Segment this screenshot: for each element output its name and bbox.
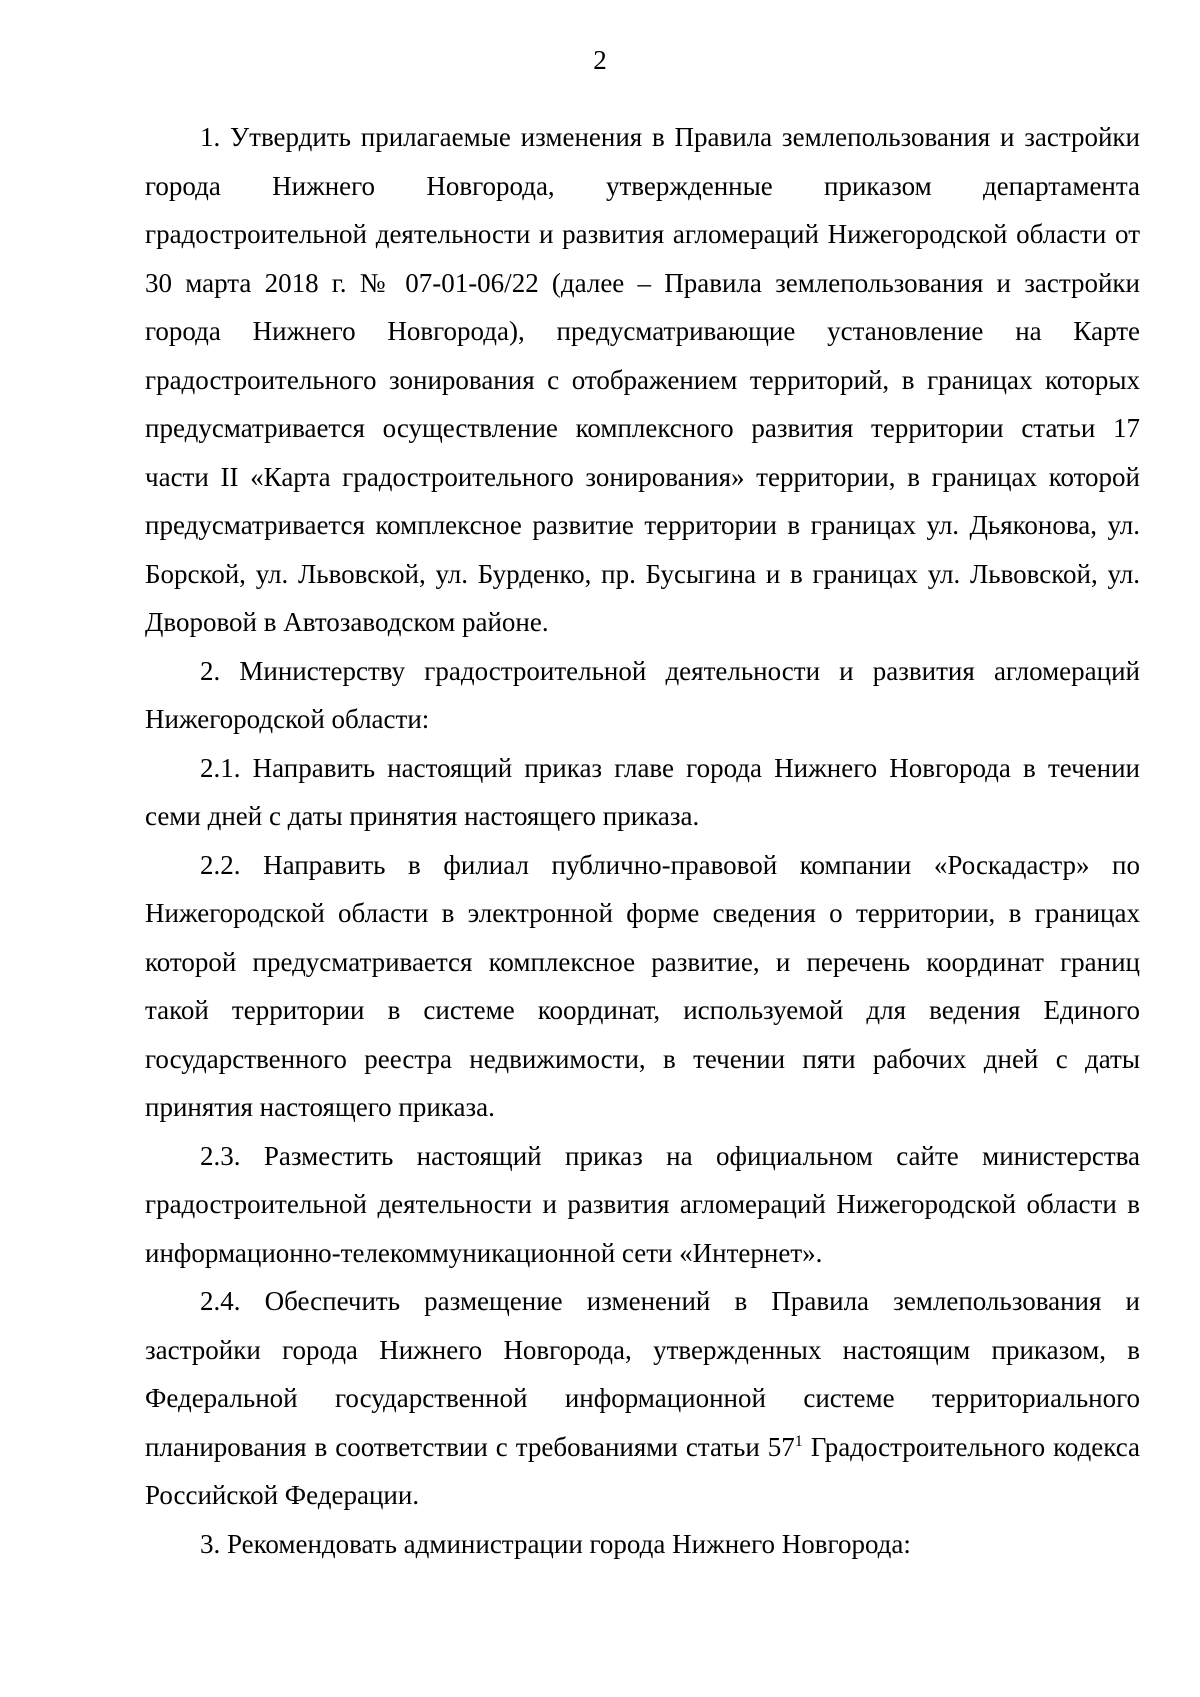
article-superscript: 1 xyxy=(794,1432,803,1450)
paragraph-2-4 xyxy=(145,1277,1140,1520)
paragraph-2-3: 2.3. Разместить настоящий приказ на официальном сайте министерства градостроительной деятельности и развития агломераций Нижегородской области в информационно-телекоммуникационной сети «Интернет». xyxy=(145,1140,1140,1268)
paragraph-2-4-text-before: 2.4. Обеспечить размещение изменений в Правила землепользования и застройки города Нижнего Новгорода, утвержденных настоящим приказом, в Федеральной государственной информационной системе территориального планирования в соответствии с требованиями статьи 57 xyxy=(145,1286,1140,1462)
paragraph-2-1: 2.1. Направить настоящий приказ главе города Нижнего Новгорода в течении семи дней с даты принятия настоящего приказа. xyxy=(145,752,1140,831)
paragraph-1: 1. Утвердить прилагаемые изменения в Правила землепользования и застройки города Нижнего Новгорода, утвержденные приказом департамента градостроительной деятельности и развития агломераций Нижегородской области от 30 марта 2018 г. № 07-01-06/22 (далее – Правила землепользования и застройки города Нижнего Новгорода), предусматривающие установление на Карте градостроительного зонирования с отображением территорий, в границах которых предусматривается осуществление комплексного развития территории статьи 17 части II «Карта градостроительного зонирования» территории, в границах которой предусматривается комплексное развитие территории в границах ул. Дьяконова, ул. Борской, ул. Львовской, ул. Бурденко, пр. Бусыгина и в границах ул. Львовской, ул. Дворовой в Автозаводском районе. xyxy=(145,122,1140,637)
page-number: 2 xyxy=(593,45,607,75)
paragraph-2-4-text-after: Градостроительного кодекса Российской Федерации. xyxy=(145,1431,1140,1510)
paragraph-2: 2. Министерству градостроительной деятельности и развития агломераций Нижегородской области: xyxy=(145,655,1140,734)
document-body xyxy=(145,113,1140,1568)
paragraph-3: 3. Рекомендовать администрации города Нижнего Новгорода: xyxy=(200,1528,911,1559)
paragraph-2-2: 2.2. Направить в филиал публично-правовой компании «Роскадастр» по Нижегородской области в электронной форме сведения о территории, в границах которой предусматривается комплексное развитие, и перечень координат границ такой территории в системе координат, используемой для ведения Единого государственного реестра недвижимости, в течении пяти рабочих дней с даты принятия настоящего приказа. xyxy=(145,849,1140,1122)
